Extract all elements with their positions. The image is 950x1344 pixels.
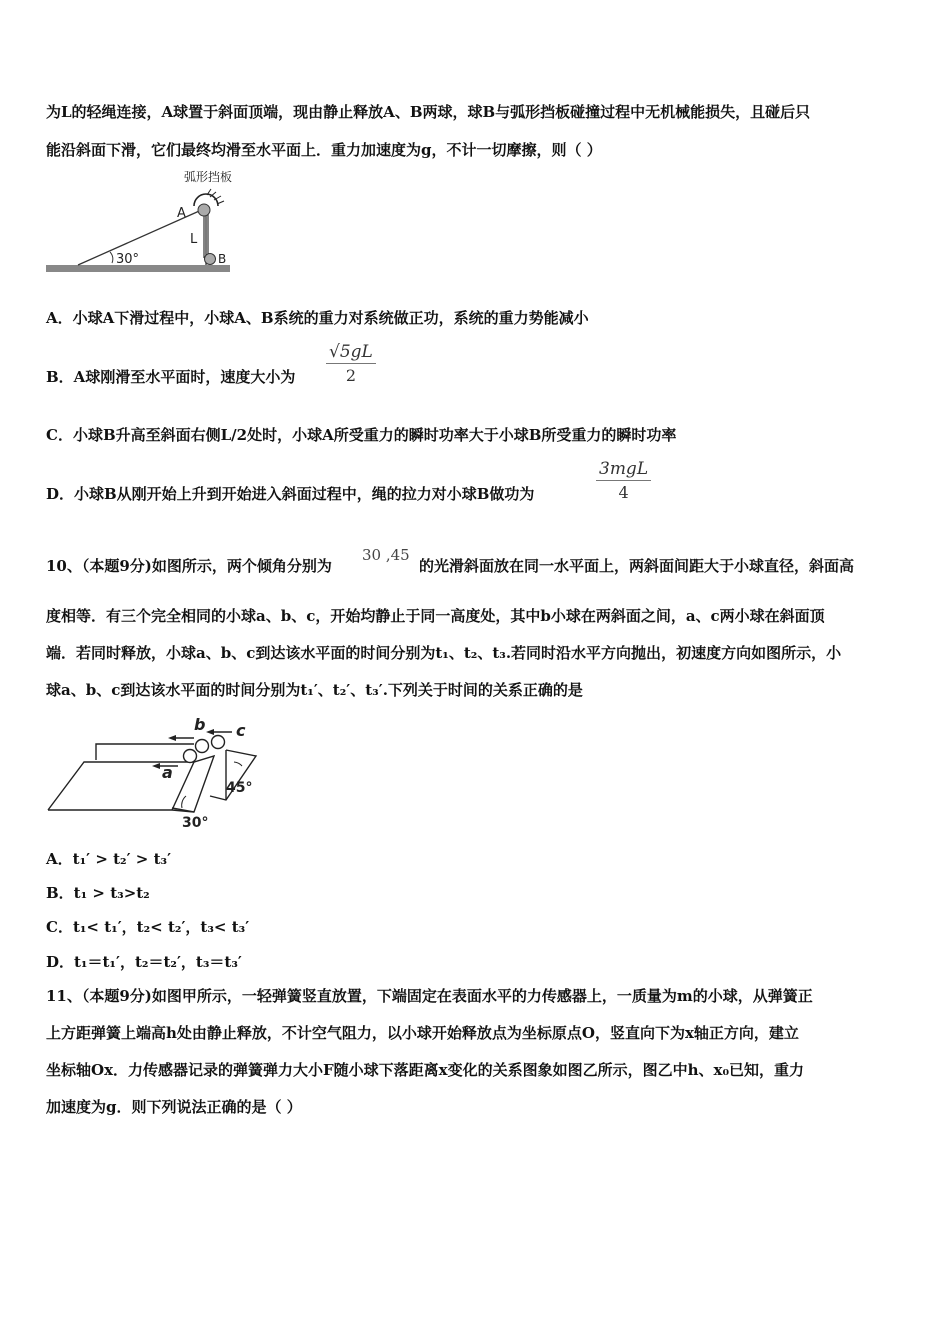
q10-option-d: D．t₁＝t₁′，t₂＝t₂′，t₃＝t₃′ <box>46 953 242 971</box>
q11-line-4: 加速度为g．则下列说法正确的是（ ） <box>46 1098 302 1116</box>
q9-line-1: 为L的轻绳连接，A球置于斜面顶端，现由静止释放A、B两球，球B与弧形挡板碰撞过程中无机械能损失，且碰后只 <box>46 103 811 121</box>
q10-ball-c <box>212 736 225 749</box>
q9-ball-b <box>205 254 216 265</box>
q10-top-line <box>96 744 194 760</box>
q9-option-d-numerator: 3mgL <box>599 459 649 479</box>
q10-label-c: c <box>236 721 246 740</box>
q10-line-1a: 10、（本题9分)如图所示，两个倾角分别为 <box>46 557 332 575</box>
q11-line-2: 上方距弹簧上端高h处由静止释放，不计空气阻力，以小球开始释放点为坐标原点O，竖直向下为x轴正方向，建立 <box>46 1024 799 1042</box>
q10-angle-left: 30° <box>182 815 209 830</box>
q10-line-2: 度相等．有三个完全相同的小球a、b、c，开始均静止于同一高度处，其中b小球在两斜面之间，a、c两小球在斜面顶 <box>46 607 825 625</box>
q9-option-b-denominator: 2 <box>345 366 356 385</box>
q9-label-l: L <box>190 232 198 247</box>
q9-angle-label: 30° <box>116 252 140 267</box>
q10-ball-a <box>184 750 197 763</box>
q10-figure <box>44 712 274 830</box>
q10-left-wedge <box>48 756 214 812</box>
q9-option-c: C．小球B升高至斜面右侧L/2处时，小球A所受重力的瞬时功率大于小球B所受重力的瞬时功率 <box>46 426 677 444</box>
q9-figure-baffle-label: 弧形挡板 <box>184 170 233 184</box>
q9-option-d-denominator: 4 <box>618 483 629 502</box>
q10-label-b: b <box>194 715 206 734</box>
q9-figure <box>44 166 244 278</box>
q10-line-4: 球a、b、c到达该水平面的时间分别为t₁′、t₂′、t₃′.下列关于时间的关系正确的是 <box>46 681 583 699</box>
q10-option-a: A．t₁′ > t₂′ > t₃′ <box>46 850 172 868</box>
q9-option-d: D．小球B从刚开始上升到开始进入斜面过程中，绳的拉力对小球B做功为 <box>46 485 535 503</box>
q11-line-3: 坐标轴Ox．力传感器记录的弹簧弹力大小F随小球下落距离x变化的关系图象如图乙所示，图乙中h、x₀已知，重力 <box>46 1061 805 1079</box>
q9-option-b-numerator: √5gL <box>329 342 373 362</box>
q9-label-a: A <box>177 206 186 221</box>
q11-line-1: 11、（本题9分)如图甲所示，一轻弹簧竖直放置，下端固定在表面水平的力传感器上，一质量为m的小球，从弹簧正 <box>46 987 813 1005</box>
q10-label-a: a <box>162 763 173 782</box>
q9-option-a: A．小球A下滑过程中，小球A、B系统的重力对系统做正功，系统的重力势能减小 <box>46 309 589 327</box>
q9-ball-a <box>198 204 210 216</box>
q10-line-1b: 的光滑斜面放在同一水平面上，两斜面间距大于小球直径，斜面高 <box>419 557 855 575</box>
q9-incline <box>78 208 206 265</box>
q10-option-c: C．t₁< t₁′，t₂< t₂′，t₃< t₃′ <box>46 918 250 936</box>
q9-option-b: B．A球刚滑至水平面时，速度大小为 <box>46 368 296 386</box>
q10-ball-b <box>196 740 209 753</box>
q9-option-d-fraction <box>596 459 651 502</box>
q10-option-b: B．t₁ > t₃>t₂ <box>46 884 150 902</box>
q10-angle-right: 45° <box>226 780 253 796</box>
q9-line-2: 能沿斜面下滑，它们最终均滑至水平面上．重力加速度为g，不计一切摩擦，则（ ） <box>46 141 602 159</box>
q10-angles: 30 ,45 <box>362 546 410 564</box>
q10-line-3: 端．若同时释放，小球a、b、c到达该水平面的时间分别为t₁、t₂、t₃.若同时沿水平方向抛出，初速度方向如图所示，小 <box>46 644 842 662</box>
q9-option-b-fraction <box>326 342 376 385</box>
q9-label-b: B <box>218 252 227 266</box>
